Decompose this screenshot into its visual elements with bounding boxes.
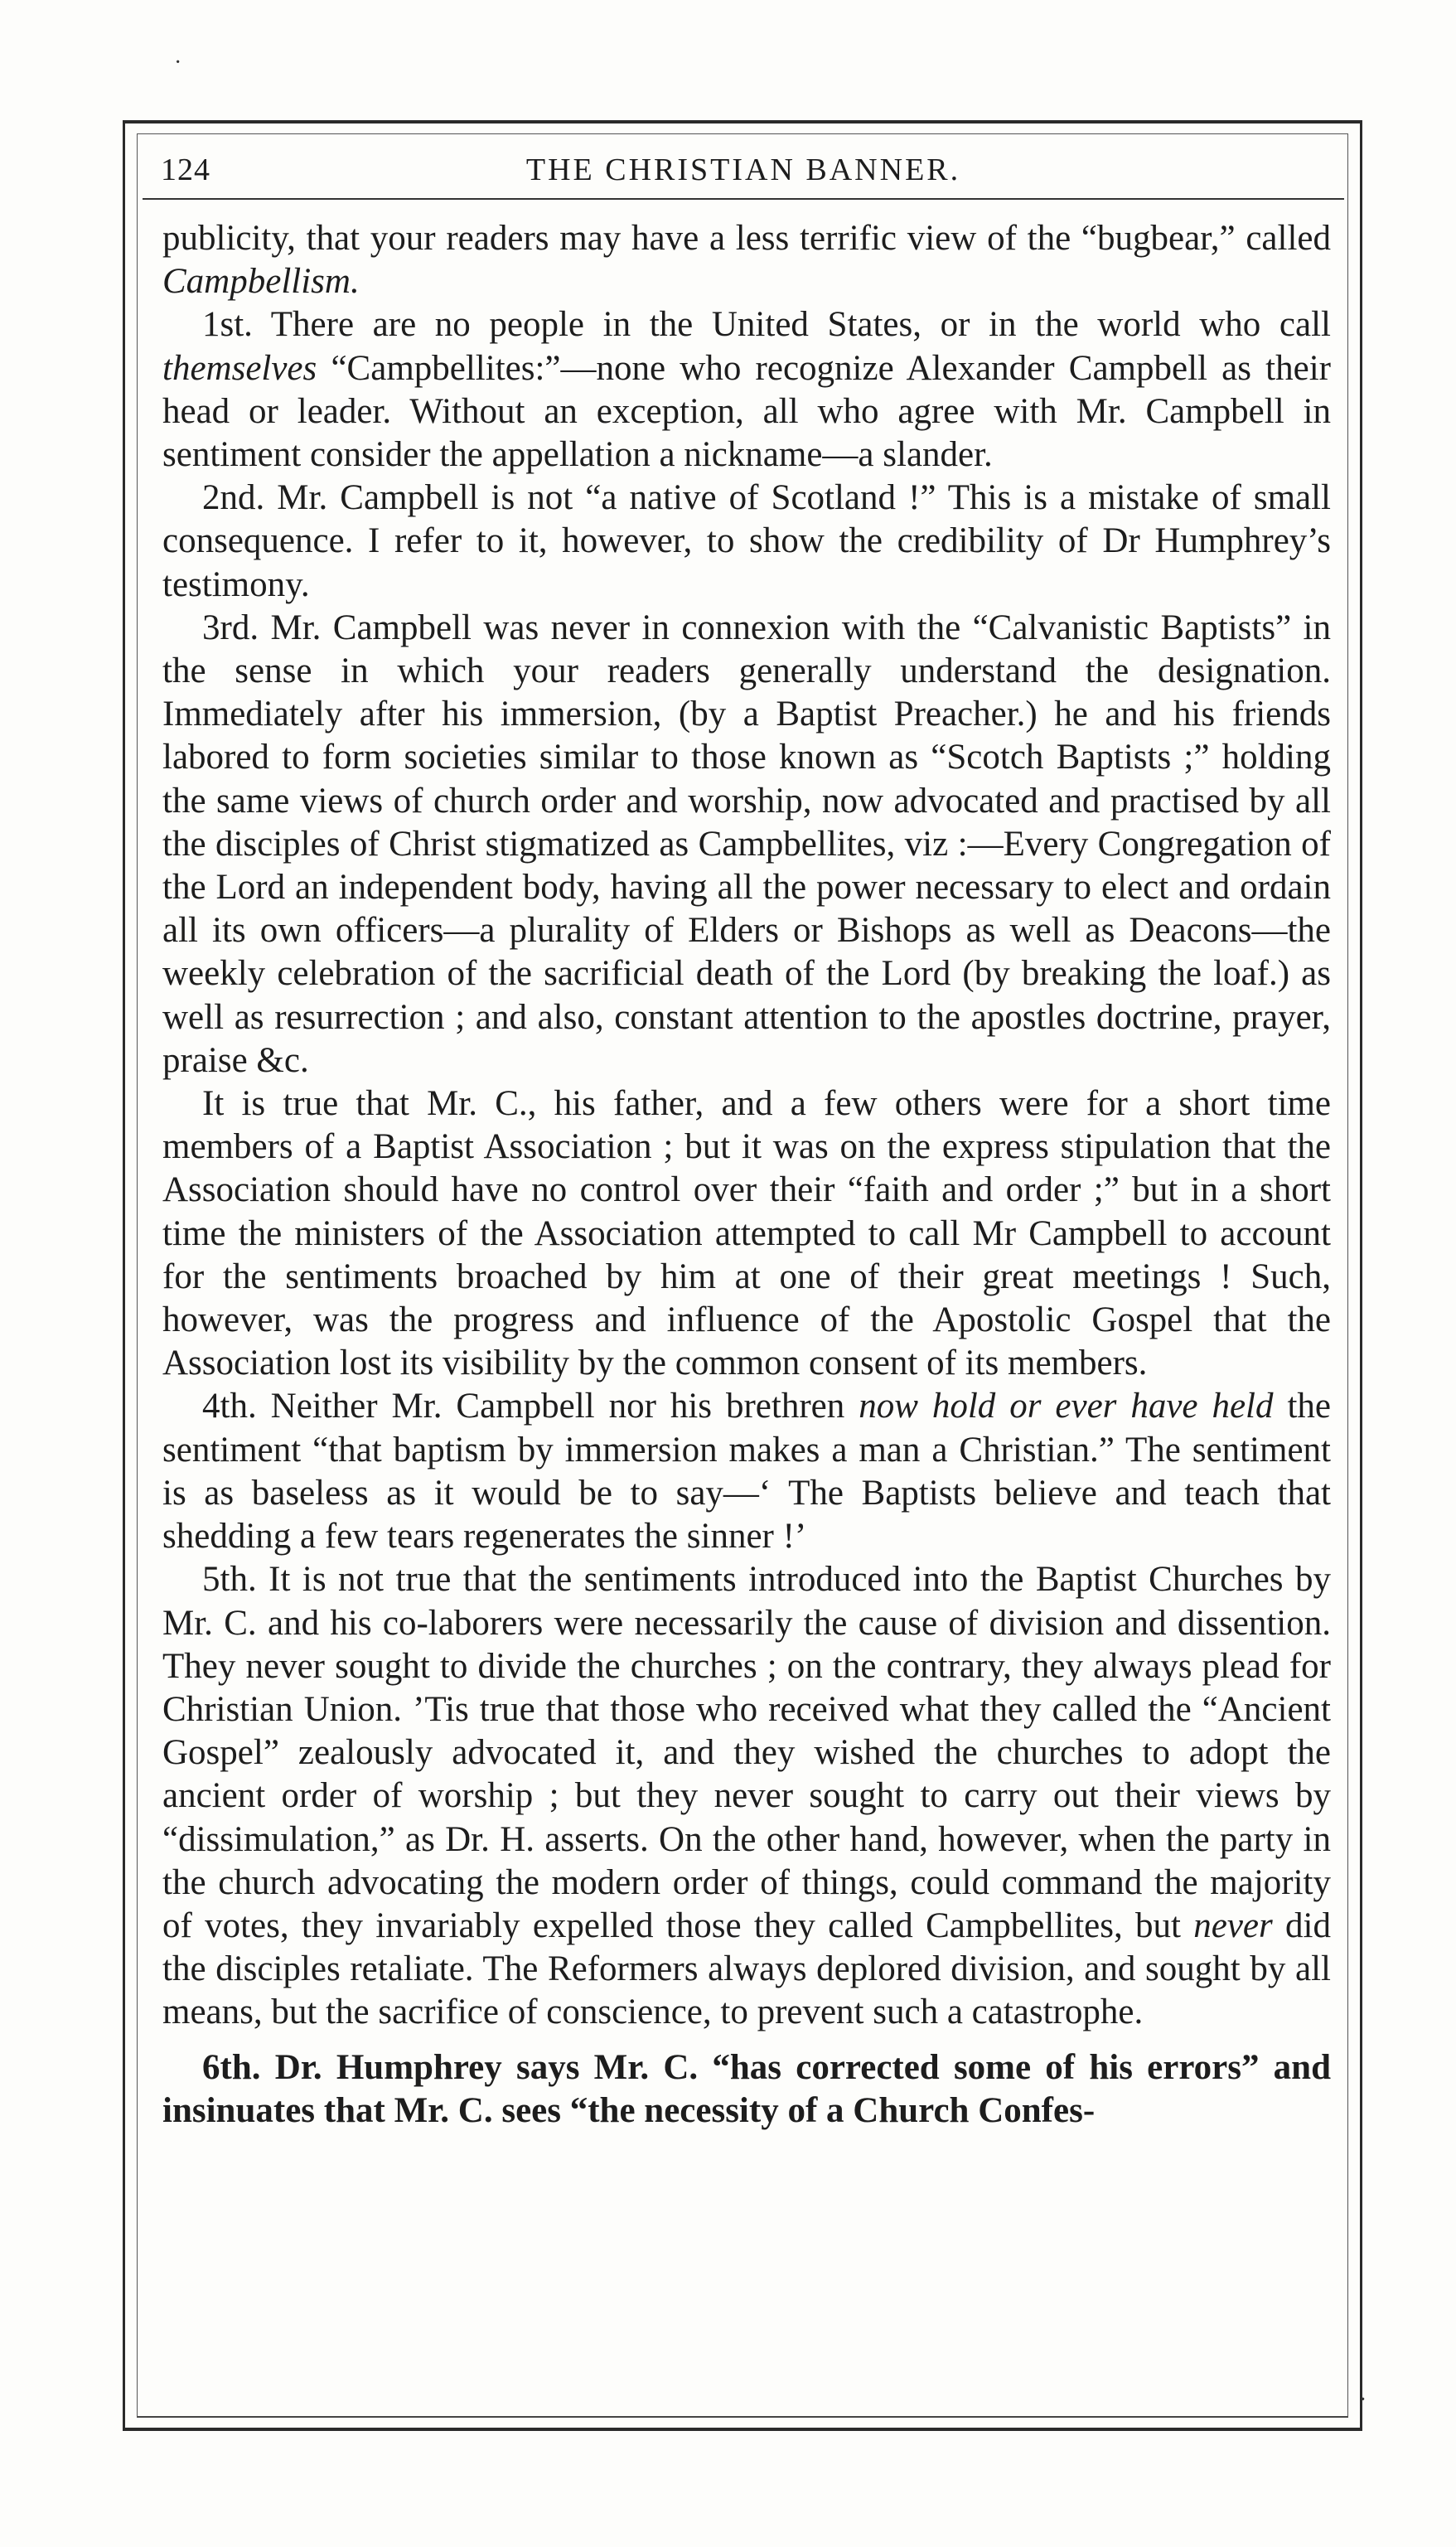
italic-run: never bbox=[1193, 1905, 1273, 1945]
text-run: “Campbellites:”—none who recognize Alexander Campbell as their head or leader. Without an exception, all who agree with Mr. Campbell in sentiment consider the appellation a nickname—a slander. bbox=[162, 348, 1331, 475]
ink-speck: · bbox=[1359, 2387, 1367, 2413]
text-run: 5th. It is not true that the sentiments introduced into the Baptist Churches by Mr. C. and his co-laborers were necessarily the cause of division and dissention. They never sought to divide the churches ; on the contrary, they always plead for Christian Union. ’Tis true that those who received what they called the “Ancient Gospel” zealously advocated it, and they wished the churches to adopt the ancient order of worship ; but they never sought to carry out their views by “dissimulation,” as Dr. H. asserts. On the other hand, however, when the party in the church advocating the modern order of things, could command the majority of votes, they invariably expelled those they called Campbellites, but bbox=[162, 1560, 1331, 1945]
paragraph-first-point bbox=[162, 303, 1331, 477]
ink-speck: · bbox=[174, 50, 182, 75]
text-run: did the disciples retaliate. The Reformers always deplored division, and sought by all means, but the sacrifice of conscience, to prevent such a catastrophe. bbox=[162, 1905, 1331, 2032]
italic-run: themselves bbox=[162, 348, 317, 388]
paragraph-fifth-point bbox=[162, 1558, 1331, 2034]
paragraph-sixth-point: 6th. Dr. Humphrey says Mr. C. “has corrected some of his errors” and insinuates that Mr. C. sees “the necessity of a Church Confes- bbox=[162, 2047, 1331, 2130]
text-run: the sentiment “that baptism by immersion makes a man a Christian.” The sentiment is as baseless as it would be to say—‘ The Baptists believe and teach that shedding a few tears regenerates the sinner !’ bbox=[162, 1387, 1331, 1557]
paragraph-second-point: 2nd. Mr. Campbell is not “a native of Scotland !” This is a mistake of small consequence. I refer to it, however, to show the credibility of Dr Humphrey’s testimony. bbox=[162, 478, 1331, 604]
running-header bbox=[143, 145, 1344, 200]
text-run: publicity, that your readers may have a less terrific view of the “bugbear,” called bbox=[162, 219, 1331, 258]
page-number: 124 bbox=[161, 153, 210, 187]
paragraph-continuation bbox=[162, 217, 1331, 303]
paragraph-fourth-point bbox=[162, 1385, 1331, 1558]
text-run: 1st. There are no people in the United States, or in the world who call bbox=[202, 305, 1331, 345]
italic-run: now hold or ever have held bbox=[859, 1387, 1274, 1426]
italic-run: Campbellism. bbox=[162, 262, 360, 302]
running-title: THE CHRISTIAN BANNER. bbox=[525, 153, 961, 187]
paragraph-association: It is true that Mr. C., his father, and a few others were for a short time members of a Baptist Association ; but it was on the express stipulation that the Association should have no control over their “faith and order ;” but in a short time the ministers of the Association attempted to call Mr Campbell to account for the sentiments broached by him at one of their great meetings ! Such, however, was the progress and influence of the Apostolic Gospel that the Association lost its visibility by the common consent of its members. bbox=[162, 1084, 1331, 1383]
paragraph-third-point: 3rd. Mr. Campbell was never in connexion with the “Calvanistic Baptists” in the sense in which your readers generally understand the designation. Immediately after his immersion, (by a Baptist Preacher.) he and his friends labored to form societies similar to those known as “Scotch Baptists ;” holding the same views of church order and worship, now advocated and practised by all the disciples of Christ stigmatized as Campbellites, viz :—Every Congregation of the Lord an independent body, having all the power necessary to elect and ordain all its own officers—a plurality of Elders or Bishops as well as Deacons—the weekly celebration of the sacrificial death of the Lord (by breaking the loaf.) as well as resurrection ; and also, constant attention to the apostles doctrine, prayer, praise &c. bbox=[162, 608, 1331, 1080]
text-run: 4th. Neither Mr. Campbell nor his brethren bbox=[202, 1387, 859, 1426]
body-text bbox=[162, 217, 1331, 2133]
